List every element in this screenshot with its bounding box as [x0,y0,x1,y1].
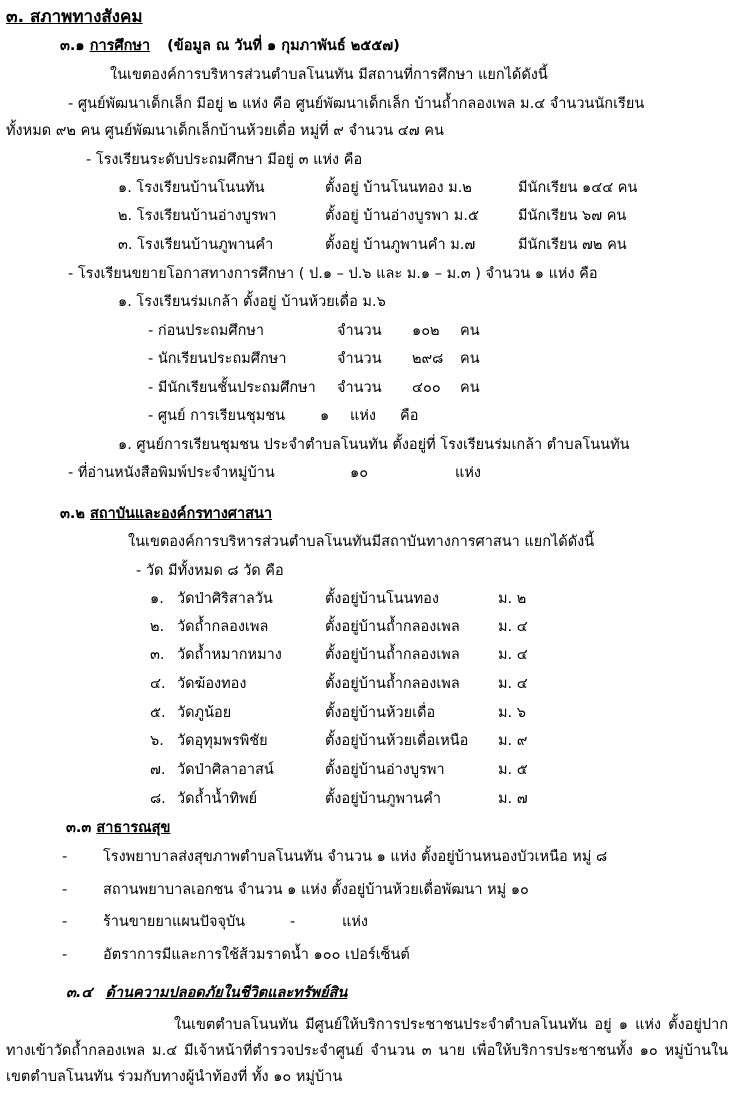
stat-word: จำนวน [337,380,382,396]
health-dash: - [62,849,68,865]
temple-name: วัดถ้ำหมากหมาง [177,647,282,663]
health-dash: - [62,914,68,930]
temple-location: ตั้งอยู่บ้านถ้ำกลองเพล [325,676,460,692]
temple-name: วัดป่าศิลาอาสน์ [177,762,274,778]
extended-heading: - โรงเรียนขยายโอกาสทางการศึกษา ( ป.๑ – ป.๖ และ ม.๑ – ม.๓ ) จำนวน ๑ แห่ง คือ [68,266,598,282]
stat-word: จำนวน [337,323,382,339]
list-item: ๓. โรงเรียนบ้านภูพานคำ [118,237,274,253]
list-item-location: ตั้งอยู่ บ้านโนนทอง ม.๒ [325,180,472,196]
temple-no: ๖. [150,733,164,749]
health-item: สถานพยาบาลเอกชน จำนวน ๑ แห่ง ตั้งอยู่บ้านห้วยเดื่อพัฒนา หมู่ ๑๐ [103,882,529,898]
section-title: ๓. สภาพทางสังคม [6,7,143,27]
community-center-value: ๑ [320,408,330,424]
health-dash: - [62,947,68,963]
primary-heading: - โรงเรียนระดับประถมศึกษา มีอยู่ ๓ แห่ง คือ [86,152,363,168]
community-center-detail: ๑. ศูนย์การเรียนชุมชน ประจำตำบลโนนทัน ตั้งอยู่ที่ โรงเรียนร่มเกล้า ตำบลโนนทัน [118,437,630,453]
reading-room-label: - ที่อ่านหนังสือพิมพ์ประจำหมู่บ้าน [68,465,275,481]
health-item: โรงพยาบาลส่งสุขภาพตำบลโนนทัน จำนวน ๑ แห่ง ตั้งอยู่บ้านหนองบัวเหนือ หมู่ ๘ [103,849,608,865]
stat-unit: คน [460,323,480,339]
temple-moo: ม. ๖ [498,705,526,721]
temple-location: ตั้งอยู่บ้านอ่างบูรพา [325,762,445,778]
temple-moo: ม. ๙ [498,733,528,749]
temple-moo: ม. ๗ [498,791,528,807]
list-item-location: ตั้งอยู่ บ้านอ่างบูรพา ม.๕ [325,208,479,224]
temple-name: วัดถ้ำน้ำทิพย์ [177,791,258,807]
education-date-note: (ข้อมูล ณ วันที่ ๑ กุมภาพันธ์ ๒๕๕๗) [167,38,400,54]
temple-name: วัดภูน้อย [177,705,232,721]
community-center-label: - ศูนย์ การเรียนชุมชน [148,408,286,424]
temple-moo: ม. ๔ [498,619,528,635]
stat-unit: คน [460,351,480,367]
stat-value: ๔๐๐ [412,380,441,396]
religion-number: ๓.๒ [60,506,85,522]
health-item-value: - [290,914,296,930]
temple-no: ๕. [150,705,166,721]
health-item: อัตราการมีและการใช้ส้วมราดน้ำ ๑๐๐ เปอร์เซ็นต์ [103,947,410,963]
list-item-students: มีนักเรียน ๖๗ คน [518,208,627,224]
safety-title: ด้านความปลอดภัยในชีวิตและทรัพย์สิน [105,985,348,1001]
temples-heading: - วัด มีทั้งหมด ๘ วัด คือ [136,563,284,579]
stat-value: ๒๙๘ [412,351,444,367]
stat-label: - ก่อนประถมศึกษา [148,323,265,339]
safety-paragraph: ในเขตตำบลโนนทัน มีศูนย์ให้บริการประชาชนประจำตำบลโนนทัน อยู่ ๑ แห่ง ตั้งอยู่ปากทางเข้าวัดถ้ำกลองเพล ม.๔ มีเจ้าหน้าที่ตำรวจประจำศูนย์ จำนวน ๓ นาย เพื่อให้บริการประชาชนทั้ง ๑๐ หมู่บ้านในเขตตำบลโนนทัน ร่วมกับทางผู้นำท้องที่ ทั้ง ๑๐ หมู่บ้าน [6,1017,728,1085]
child-center-line2: ทั้งหมด ๙๒ คน ศูนย์พัฒนาเด็กเล็กบ้านห้วยเดื่อ หมู่ที่ ๙ จำนวน ๔๗ คน [6,123,444,139]
safety-number: ๓.๔ [66,985,93,1001]
list-item: ๒. โรงเรียนบ้านอ่างบูรพา [118,208,277,224]
child-center-line1: - ศูนย์พัฒนาเด็กเล็ก มีอยู่ ๒ แห่ง คือ ศูนย์พัฒนาเด็กเล็ก บ้านถ้ำกลองเพล ม.๔ จำนวนนักเรียน [68,96,645,112]
list-item: ๑. โรงเรียนบ้านโนนทัน [118,180,265,196]
health-item: ร้านขายยาแผนปัจจุบัน [103,914,246,930]
temple-moo: ม. ๔ [498,647,528,663]
community-center-unit: แห่ง [350,408,376,424]
temple-no: ๘. [150,791,166,807]
health-number: ๓.๓ [66,820,92,836]
reading-room-value: ๑๐ [350,465,369,481]
religion-heading [60,504,272,524]
temple-name: วัดอุทุมพรพิชัย [177,733,268,749]
temple-location: ตั้งอยู่บ้านภูพานคำ [325,791,441,807]
temple-moo: ม. ๔ [498,676,528,692]
health-title: สาธารณสุข [96,820,171,836]
stat-value: ๑๐๒ [412,323,440,339]
temple-no: ๑. [150,591,164,607]
education-number: ๓.๑ [60,38,85,54]
health-heading [66,818,170,838]
stat-unit: คน [460,380,480,396]
stat-label: - นักเรียนประถมศึกษา [148,351,287,367]
religion-title: สถาบันและองค์กรทางศาสนา [90,506,273,522]
education-intro: ในเขตองค์การบริหารส่วนตำบลโนนทัน มีสถานที่การศึกษา แยกได้ดังนี้ [110,67,548,83]
list-item-location: ตั้งอยู่ บ้านภูพานคำ ม.๗ [325,237,476,253]
temple-location: ตั้งอยู่บ้านโนนทอง [325,591,439,607]
community-center-tail: คือ [400,408,419,424]
temple-name: วัดฆ้องทอง [177,676,247,692]
temple-no: ๔. [150,676,166,692]
temple-no: ๒. [150,619,165,635]
temple-location: ตั้งอยู่บ้านถ้ำกลองเพล [325,647,460,663]
temple-moo: ม. ๕ [498,762,528,778]
temple-name: วัดถ้ำกลองเพล [177,619,269,635]
temple-location: ตั้งอยู่บ้านถ้ำกลองเพล [325,619,460,635]
reading-room-unit: แห่ง [455,465,481,481]
temple-name: วัดป่าศิริสาลวัน [177,591,273,607]
health-dash: - [62,882,68,898]
temple-location: ตั้งอยู่บ้านห้วยเดื่อเหนือ [325,733,469,749]
religion-intro: ในเขตองค์การบริหารส่วนตำบลโนนทันมีสถาบันทางการศาสนา แยกได้ดังนี้ [128,534,595,550]
list-item-students: มีนักเรียน ๗๒ คน [518,237,627,253]
education-heading [60,36,400,56]
health-item-unit: แห่ง [342,914,368,930]
education-title: การศึกษา [89,38,151,54]
safety-heading [66,983,347,1003]
temple-no: ๗. [150,762,166,778]
temple-location: ตั้งอยู่บ้านห้วยเดื่อ [325,705,436,721]
stat-word: จำนวน [337,351,382,367]
stat-label: - มีนักเรียนชั้นประถมศึกษา [148,380,316,396]
temple-moo: ม. ๒ [498,591,527,607]
extended-school: ๑. โรงเรียนร่มเกล้า ตั้งอยู่ บ้านห้วยเดื่อ ม.๖ [118,294,386,310]
temple-no: ๓. [150,647,165,663]
list-item-students: มีนักเรียน ๑๔๔ คน [518,180,638,196]
